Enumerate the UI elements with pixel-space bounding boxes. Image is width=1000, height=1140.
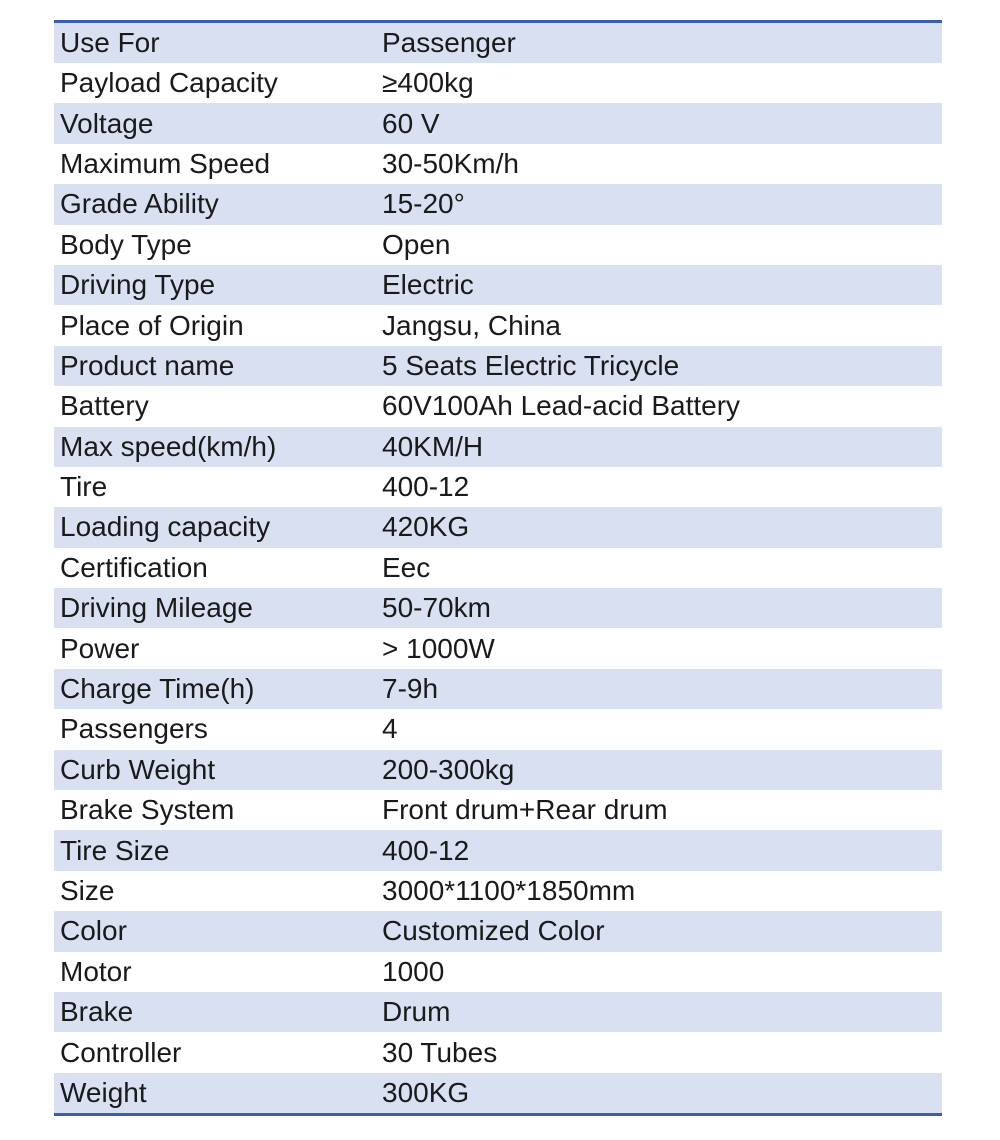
table-row [54, 386, 942, 426]
spec-value: 50-70km [376, 588, 942, 628]
spec-value: Drum [376, 992, 942, 1032]
table-row [54, 63, 942, 103]
spec-label: Brake [54, 992, 376, 1032]
table-row [54, 952, 942, 992]
spec-label: Driving Type [54, 265, 376, 305]
spec-label: Motor [60, 955, 132, 987]
table-row [54, 588, 942, 628]
table-row [54, 144, 942, 184]
spec-label: Body Type [60, 228, 192, 260]
spec-value: 30 Tubes [382, 1036, 498, 1068]
spec-value: ≥400kg [382, 67, 474, 99]
spec-value: > 1000W [382, 632, 495, 664]
spec-value: 40KM/H [376, 427, 942, 467]
spec-label: Color [54, 911, 376, 951]
table-row [54, 265, 942, 305]
table-row [54, 830, 942, 870]
spec-value: 3000*1100*1850mm [382, 875, 636, 906]
spec-label: Loading capacity [54, 507, 376, 547]
spec-label: Controller [60, 1036, 182, 1068]
spec-table [54, 20, 942, 1116]
table-row [54, 911, 942, 951]
spec-label: Power [60, 632, 140, 664]
spec-value: Passenger [376, 22, 942, 64]
table-row [54, 750, 942, 790]
spec-label: Place of Origin [60, 309, 244, 341]
table-row [54, 225, 942, 265]
table-row [54, 184, 942, 224]
table-row [54, 669, 942, 709]
spec-value: Customized Color [376, 911, 942, 951]
table-row [54, 628, 942, 668]
spec-value: 15-20° [376, 184, 942, 224]
spec-label: Max speed(km/h) [54, 427, 376, 467]
spec-value: 4 [382, 713, 398, 745]
spec-label: Charge Time(h) [54, 669, 376, 709]
table-row [54, 790, 942, 830]
table-row [54, 467, 942, 507]
spec-value: 400-12 [382, 471, 470, 503]
spec-value: 60 V [376, 103, 942, 143]
spec-label: Tire Size [54, 830, 376, 870]
spec-value: 420KG [376, 507, 942, 547]
spec-label: Battery [60, 390, 149, 422]
spec-value: Electric [376, 265, 942, 305]
spec-value: 5 Seats Electric Tricycle [376, 346, 942, 386]
table-row [54, 1032, 942, 1072]
spec-table-body [54, 22, 942, 1115]
spec-value: Eec [382, 551, 431, 583]
table-row [54, 427, 942, 467]
table-row [54, 709, 942, 749]
spec-label: Certification [60, 551, 208, 583]
spec-label: Curb Weight [54, 750, 376, 790]
spec-value: 300KG [376, 1073, 942, 1115]
table-row [54, 1073, 942, 1115]
spec-label: Voltage [54, 103, 376, 143]
spec-value: 200-300kg [376, 750, 942, 790]
table-row [54, 992, 942, 1032]
spec-label: Tire [60, 471, 108, 503]
table-row [54, 305, 942, 345]
spec-label: Maximum Speed [60, 147, 271, 179]
spec-label: Weight [54, 1073, 376, 1115]
spec-value: Open [382, 228, 451, 260]
spec-value: 400-12 [376, 830, 942, 870]
spec-value: Front drum+Rear drum [382, 794, 668, 826]
table-row [54, 22, 942, 64]
spec-label: Passengers [60, 713, 208, 745]
spec-label: Product name [54, 346, 376, 386]
spec-label: Payload Capacity [60, 67, 278, 99]
table-row [54, 346, 942, 386]
spec-value: 60V100Ah Lead-acid Battery [382, 390, 741, 422]
spec-label: Size [60, 875, 115, 906]
spec-value: 7-9h [376, 669, 942, 709]
spec-value: 1000 [382, 955, 445, 987]
spec-value: 30-50Km/h [382, 147, 519, 179]
spec-label: Driving Mileage [54, 588, 376, 628]
table-row [54, 871, 942, 911]
spec-label: Brake System [60, 794, 235, 826]
table-row [54, 103, 942, 143]
spec-value: Jangsu, China [382, 309, 562, 341]
spec-label: Use For [54, 22, 376, 64]
spec-label: Grade Ability [54, 184, 376, 224]
table-row [54, 507, 942, 547]
table-row [54, 548, 942, 588]
